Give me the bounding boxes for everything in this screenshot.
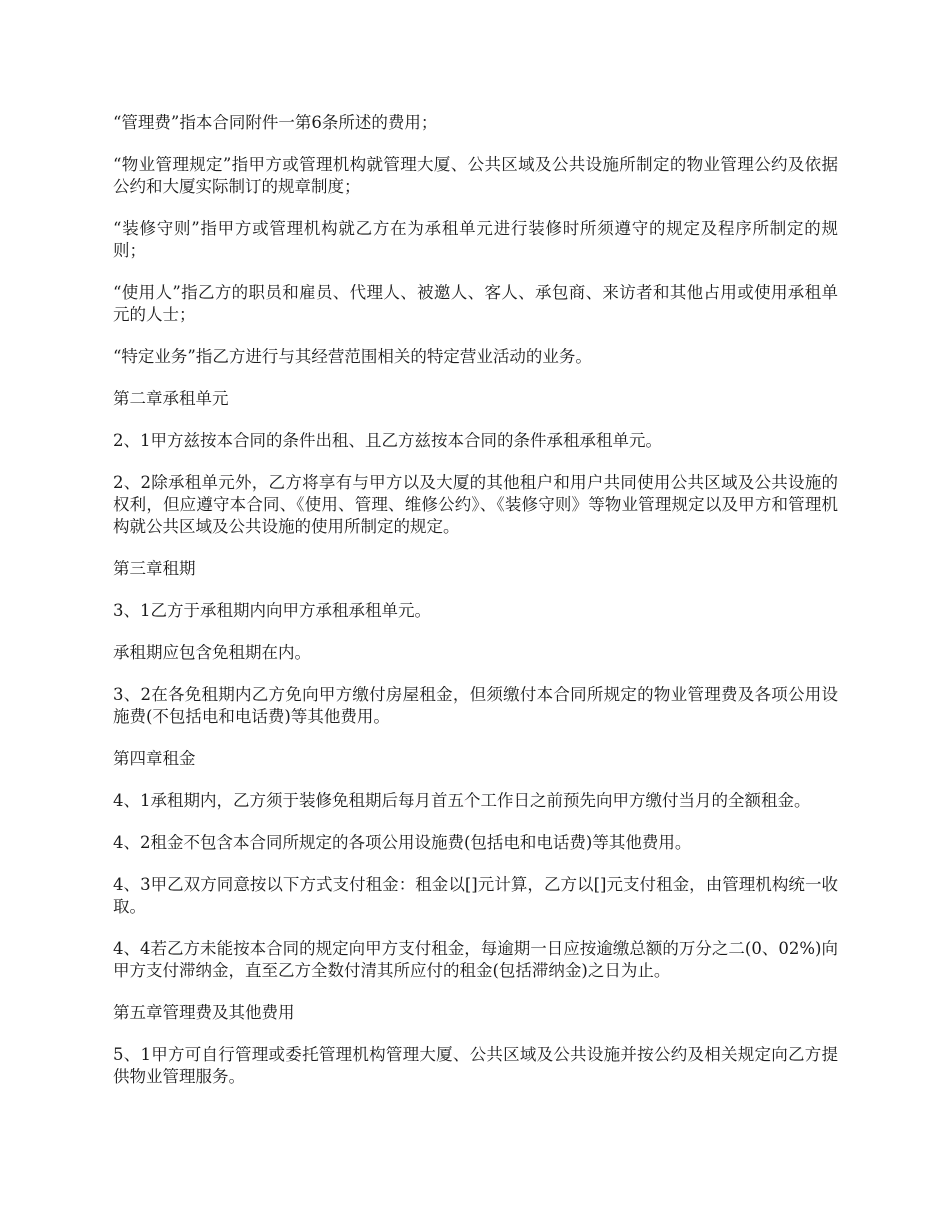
definition-management-fee: “管理费”指本合同附件一第6条所述的费用；: [113, 113, 438, 132]
document-body: [113, 112, 838, 1108]
chapter-heading-3: 第三章租期: [113, 559, 196, 578]
definition-user: “使用人”指乙方的职员和雇员、代理人、被邀人、客人、承包商、来访者和其他占用或使用承租单元的人士；: [113, 283, 838, 324]
definition-property-rules: “物业管理规定”指甲方或管理机构就管理大厦、公共区域及公共设施所制定的物业管理公约及依据公约和大厦实际制订的规章制度；: [113, 155, 838, 196]
clause-2-1: 2、1甲方兹按本合同的条件出租、且乙方兹按本合同的条件承租承租单元。: [113, 431, 662, 450]
clause-3-2: 3、2在各免租期内乙方免向甲方缴付房屋租金，但须缴付本合同所规定的物业管理费及各项公用设施费(不包括电和电话费)等其他费用。: [113, 685, 838, 726]
definition-specific-business: “特定业务”指乙方进行与其经营范围相关的特定营业活动的业务。: [113, 347, 592, 366]
chapter-heading-4: 第四章租金: [113, 749, 196, 768]
clause-4-3: 4、3甲乙双方同意按以下方式支付租金：租金以[]元计算，乙方以[]元支付租金，由管理机构统一收取。: [113, 875, 838, 916]
clause-3-1-note: 承租期应包含免租期在内。: [113, 643, 311, 662]
clause-4-4: 4、4若乙方未能按本合同的规定向甲方支付租金，每逾期一日应按逾缴总额的万分之二(0、02%)向甲方支付滞纳金，直至乙方全数付清其所应付的租金(包括滞纳金)之日为止。: [113, 939, 838, 980]
definition-renovation-rules: “装修守则”指甲方或管理机构就乙方在为承租单元进行装修时所须遵守的规定及程序所制定的规则；: [113, 219, 838, 260]
chapter-heading-5: 第五章管理费及其他费用: [113, 1003, 295, 1022]
clause-3-1: 3、1乙方于承租期内向甲方承租承租单元。: [113, 601, 431, 620]
clause-2-2: 2、2除承租单元外，乙方将享有与甲方以及大厦的其他租户和用户共同使用公共区域及公共设施的权利，但应遵守本合同、《使用、管理、维修公约》、《装修守则》等物业管理规定以及甲方和管理机构就公共区域及公共设施的使用所制定的规定。: [113, 473, 838, 536]
clause-4-1: 4、1承租期内，乙方须于装修免租期后每月首五个工作日之前预先向甲方缴付当月的全额租金。: [113, 791, 811, 810]
clause-5-1: 5、1甲方可自行管理或委托管理机构管理大厦、公共区域及公共设施并按公约及相关规定向乙方提供物业管理服务。: [113, 1045, 838, 1086]
chapter-heading-2: 第二章承租单元: [113, 389, 229, 408]
clause-4-2: 4、2租金不包含本合同所规定的各项公用设施费(包括电和电话费)等其他费用。: [113, 833, 692, 852]
